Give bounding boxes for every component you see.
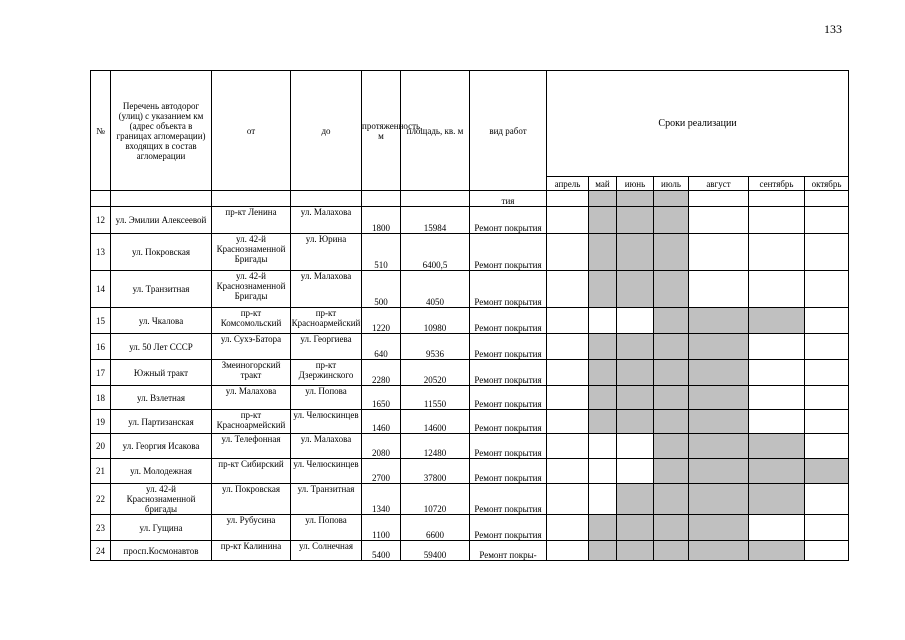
row-to: ул. Челюскинцев — [291, 410, 362, 434]
schedule-cell — [689, 386, 749, 410]
schedule-cell — [654, 386, 689, 410]
schedule-cell — [654, 515, 689, 541]
schedule-cell — [589, 271, 617, 308]
row-num: 12 — [91, 207, 111, 234]
row-num: 13 — [91, 234, 111, 271]
row-num: 20 — [91, 434, 111, 459]
schedule-cell — [547, 434, 589, 459]
schedule-cell — [749, 360, 805, 386]
schedule-cell — [805, 234, 849, 271]
schedule-cell — [689, 334, 749, 360]
table-row — [91, 515, 849, 541]
row-area: 12480 — [401, 434, 470, 459]
schedule-cell — [689, 410, 749, 434]
header-road: Перечень автодорог (улиц) с указанием км (адрес объекта в границах агломерации) входящих в состав агломерации — [111, 71, 212, 191]
row-area: 6600 — [401, 515, 470, 541]
row-length: 1220 — [362, 308, 401, 334]
row-length: 2280 — [362, 360, 401, 386]
schedule-cell — [617, 410, 654, 434]
row-num: 24 — [91, 541, 111, 561]
schedule-cell — [617, 308, 654, 334]
row-from: ул. Малахова — [212, 386, 291, 410]
row-work: Ремонт покрытия — [470, 271, 547, 308]
row-length: 2700 — [362, 459, 401, 484]
schedule-cell — [547, 386, 589, 410]
row-from: пр-кт Комсомольский — [212, 308, 291, 334]
schedule-cell — [547, 515, 589, 541]
row-to: ул. Попова — [291, 386, 362, 410]
schedule-cell — [749, 459, 805, 484]
schedule-cell — [617, 386, 654, 410]
row-area: 15984 — [401, 207, 470, 234]
row-num: 23 — [91, 515, 111, 541]
schedule-cell — [547, 459, 589, 484]
schedule-cell — [617, 484, 654, 515]
schedule-cell — [654, 308, 689, 334]
row-road: просп.Космонавтов — [111, 541, 212, 561]
schedule-cell — [805, 360, 849, 386]
schedule-cell — [617, 234, 654, 271]
table-row — [91, 234, 849, 271]
schedule-cell — [589, 541, 617, 561]
schedule-cell — [805, 308, 849, 334]
row-area: 9536 — [401, 334, 470, 360]
table-row — [91, 334, 849, 360]
row-from: ул. 42-й Краснознаменной Бригады — [212, 271, 291, 308]
month-may: май — [589, 177, 617, 191]
schedule-cell — [805, 434, 849, 459]
table-row — [91, 360, 849, 386]
schedule-cell — [805, 207, 849, 234]
row-from: ул. 42-й Краснознаменной Бригады — [212, 234, 291, 271]
row-length: 500 — [362, 271, 401, 308]
carry-work: тия — [470, 191, 547, 207]
row-work: Ремонт покрытия — [470, 308, 547, 334]
schedule-cell — [805, 515, 849, 541]
row-to: ул. Малахова — [291, 271, 362, 308]
row-to: ул. Попова — [291, 515, 362, 541]
row-length: 510 — [362, 234, 401, 271]
schedule-cell — [547, 484, 589, 515]
row-num: 21 — [91, 459, 111, 484]
row-from: ул. Рубусина — [212, 515, 291, 541]
row-length: 1100 — [362, 515, 401, 541]
schedule-cell — [749, 410, 805, 434]
row-from: пр-кт Сибирский — [212, 459, 291, 484]
row-to: пр-кт Дзержинского — [291, 360, 362, 386]
row-road: ул. Молодежная — [111, 459, 212, 484]
row-work: Ремонт покрытия — [470, 434, 547, 459]
table-row — [91, 308, 849, 334]
schedule-cell — [654, 360, 689, 386]
row-area: 10980 — [401, 308, 470, 334]
row-from: пр-кт Красноармейский — [212, 410, 291, 434]
row-length: 640 — [362, 334, 401, 360]
schedule-cell — [654, 334, 689, 360]
row-length: 1650 — [362, 386, 401, 410]
page-number: 133 — [824, 22, 842, 36]
schedule-cell — [547, 360, 589, 386]
schedule-cell — [689, 515, 749, 541]
schedule-cell — [589, 515, 617, 541]
row-work: Ремонт покрытия — [470, 484, 547, 515]
row-area: 37800 — [401, 459, 470, 484]
row-num: 15 — [91, 308, 111, 334]
row-to: пр-кт Красноармейский — [291, 308, 362, 334]
schedule-cell — [749, 234, 805, 271]
header-row — [91, 71, 849, 177]
row-num: 14 — [91, 271, 111, 308]
row-to: ул. Челюскинцев — [291, 459, 362, 484]
schedule-cell — [689, 459, 749, 484]
schedule-cell — [805, 334, 849, 360]
schedule-cell — [654, 207, 689, 234]
schedule-cell — [617, 459, 654, 484]
schedule-cell — [617, 207, 654, 234]
schedule-cell — [617, 334, 654, 360]
row-area: 6400,5 — [401, 234, 470, 271]
schedule-cell — [547, 207, 589, 234]
schedule-cell — [689, 234, 749, 271]
table-row — [91, 207, 849, 234]
schedule-cell — [547, 410, 589, 434]
row-work: Ремонт покрытия — [470, 334, 547, 360]
schedule-cell — [805, 541, 849, 561]
schedule-cell — [617, 434, 654, 459]
schedule-cell — [589, 207, 617, 234]
schedule-cell — [654, 434, 689, 459]
schedule-cell — [547, 271, 589, 308]
schedule-cell — [589, 459, 617, 484]
header-terms: Сроки реализации — [547, 71, 849, 177]
schedule-cell — [617, 271, 654, 308]
month-august: август — [689, 177, 749, 191]
schedule-cell — [589, 360, 617, 386]
row-from: Змеиногорский тракт — [212, 360, 291, 386]
schedule-cell — [589, 434, 617, 459]
row-road: ул. Георгия Исакова — [111, 434, 212, 459]
row-area: 20520 — [401, 360, 470, 386]
schedule-cell — [689, 271, 749, 308]
month-october: октябрь — [805, 177, 849, 191]
row-to: ул. Георгиева — [291, 334, 362, 360]
schedule-cell — [749, 308, 805, 334]
month-july: июль — [654, 177, 689, 191]
schedule-cell — [547, 334, 589, 360]
row-from: ул. Покровская — [212, 484, 291, 515]
schedule-cell — [617, 360, 654, 386]
row-from: пр-кт Ленина — [212, 207, 291, 234]
row-from: ул. Сухэ-Батора — [212, 334, 291, 360]
row-work: Ремонт покрытия — [470, 360, 547, 386]
schedule-cell — [805, 484, 849, 515]
schedule-cell — [749, 271, 805, 308]
schedule-cell — [805, 386, 849, 410]
row-area: 59400 — [401, 541, 470, 561]
row-to: ул. Малахова — [291, 434, 362, 459]
row-road: ул. Покровская — [111, 234, 212, 271]
row-work: Ремонт покрытия — [470, 459, 547, 484]
row-road: ул. Чкалова — [111, 308, 212, 334]
header-work: вид работ — [470, 71, 547, 191]
row-num: 18 — [91, 386, 111, 410]
row-num: 17 — [91, 360, 111, 386]
row-road: ул. Транзитная — [111, 271, 212, 308]
row-to: ул. Транзитная — [291, 484, 362, 515]
row-road: ул. 50 Лет СССР — [111, 334, 212, 360]
schedule-cell — [689, 434, 749, 459]
month-september: сентябрь — [749, 177, 805, 191]
row-area: 11550 — [401, 386, 470, 410]
schedule-cell — [547, 541, 589, 561]
schedule-cell — [589, 308, 617, 334]
header-to: до — [291, 71, 362, 191]
schedule-cell — [689, 484, 749, 515]
schedule-cell — [589, 386, 617, 410]
schedule-cell — [617, 541, 654, 561]
row-from: пр-кт Калинина — [212, 541, 291, 561]
row-work: Ремонт покры- — [470, 541, 547, 561]
schedule-cell — [749, 484, 805, 515]
schedule-cell — [689, 360, 749, 386]
table-row — [91, 541, 849, 561]
row-road: Южный тракт — [111, 360, 212, 386]
row-to: ул. Малахова — [291, 207, 362, 234]
schedule-cell — [749, 386, 805, 410]
schedule-cell — [749, 515, 805, 541]
row-work: Ремонт покрытия — [470, 207, 547, 234]
row-road: ул. Партизанская — [111, 410, 212, 434]
header-num: № — [91, 71, 111, 191]
row-num: 19 — [91, 410, 111, 434]
schedule-cell — [749, 434, 805, 459]
table-row — [91, 434, 849, 459]
row-work: Ремонт покрытия — [470, 386, 547, 410]
carry-over-row — [91, 191, 849, 207]
schedule-cell — [749, 334, 805, 360]
schedule-cell — [654, 541, 689, 561]
schedule-cell — [689, 207, 749, 234]
header-area: площадь, кв. м — [401, 71, 470, 191]
schedule-cell — [749, 207, 805, 234]
row-road: ул. Эмилии Алексеевой — [111, 207, 212, 234]
header-length: протяженность, м — [362, 71, 401, 191]
schedule-cell — [805, 410, 849, 434]
row-work: Ремонт покрытия — [470, 515, 547, 541]
roads-table — [90, 70, 849, 561]
schedule-cell — [547, 308, 589, 334]
table-row — [91, 484, 849, 515]
table-row — [91, 271, 849, 308]
schedule-cell — [617, 515, 654, 541]
schedule-cell — [654, 484, 689, 515]
row-length: 1460 — [362, 410, 401, 434]
schedule-cell — [805, 459, 849, 484]
row-to: ул. Солнечная — [291, 541, 362, 561]
row-length: 1800 — [362, 207, 401, 234]
row-length: 2080 — [362, 434, 401, 459]
table-row — [91, 410, 849, 434]
schedule-cell — [589, 334, 617, 360]
header-from: от — [212, 71, 291, 191]
schedule-cell — [749, 541, 805, 561]
table-row — [91, 386, 849, 410]
row-length: 5400 — [362, 541, 401, 561]
row-road: ул. Взлетная — [111, 386, 212, 410]
schedule-cell — [654, 459, 689, 484]
row-road: ул. Гущина — [111, 515, 212, 541]
row-road: ул. 42-й Краснознаменной бригады — [111, 484, 212, 515]
row-from: ул. Телефонная — [212, 434, 291, 459]
row-area: 14600 — [401, 410, 470, 434]
row-to: ул. Юрина — [291, 234, 362, 271]
row-num: 22 — [91, 484, 111, 515]
schedule-cell — [689, 541, 749, 561]
table-row — [91, 459, 849, 484]
month-april: апрель — [547, 177, 589, 191]
schedule-cell — [589, 484, 617, 515]
schedule-cell — [689, 308, 749, 334]
schedule-cell — [654, 271, 689, 308]
schedule-cell — [589, 410, 617, 434]
row-num: 16 — [91, 334, 111, 360]
schedule-cell — [654, 410, 689, 434]
schedule-cell — [805, 271, 849, 308]
row-area: 4050 — [401, 271, 470, 308]
row-work: Ремонт покрытия — [470, 410, 547, 434]
schedule-cell — [547, 234, 589, 271]
month-june: июнь — [617, 177, 654, 191]
schedule-cell — [654, 234, 689, 271]
schedule-cell — [589, 234, 617, 271]
row-work: Ремонт покрытия — [470, 234, 547, 271]
row-length: 1340 — [362, 484, 401, 515]
row-area: 10720 — [401, 484, 470, 515]
